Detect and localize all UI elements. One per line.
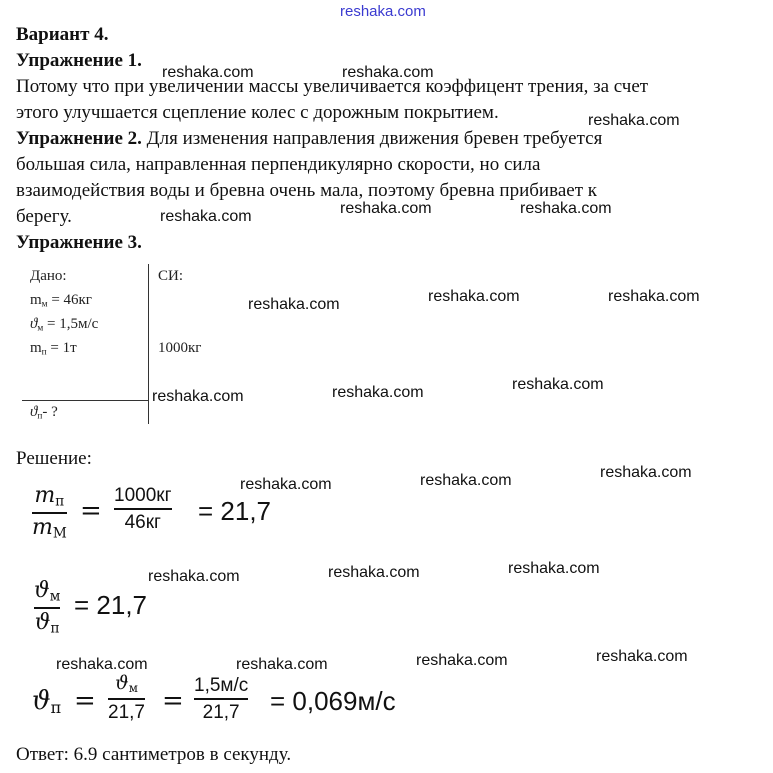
watermark[interactable]: reshaka.com (608, 288, 700, 305)
si-value: 1000кг (158, 340, 202, 356)
watermark[interactable]: reshaka.com (340, 200, 432, 217)
given-mass-m: $m_м = 46кг$ (30, 292, 92, 310)
exercise-1-heading: Упражнение 1. (16, 50, 142, 71)
solution-label: Решение: (16, 448, 92, 469)
given-label: Дано: (30, 268, 67, 284)
watermark[interactable]: reshaka.com (328, 564, 420, 581)
eq3-equals-2: = (162, 686, 184, 716)
watermark[interactable]: reshaka.com (236, 656, 328, 673)
watermark[interactable]: reshaka.com (240, 476, 332, 493)
exercise-2-paragraph (16, 128, 602, 150)
exercise-2-text-line1: Для изменения направления движения бревен требуется (146, 128, 603, 149)
exercise-2-text-line3: взаимодействия воды и бревна очень мала, поэтому бревна прибивает к (16, 180, 597, 201)
watermark[interactable]: reshaka.com (152, 388, 244, 405)
watermark[interactable]: reshaka.com (596, 648, 688, 665)
eq3-fraction-numeric: 1,5м/с 21,7 (194, 675, 249, 723)
eq1-value-fraction: 1000кг 46кг (114, 485, 172, 533)
watermark[interactable]: reshaka.com (332, 384, 424, 401)
eq3-equals-1: = (74, 686, 96, 716)
watermark[interactable]: reshaka.com (248, 296, 340, 313)
si-label: СИ: (158, 268, 184, 284)
watermark[interactable]: reshaka.com (160, 208, 252, 225)
eq1-equals: = (80, 496, 102, 526)
watermark[interactable]: reshaka.com (148, 568, 240, 585)
watermark[interactable]: reshaka.com (416, 652, 508, 669)
given-speed-m: $ϑ_м = 1,5м/с$ (30, 316, 99, 334)
watermark[interactable]: reshaka.com (512, 376, 604, 393)
watermark[interactable]: reshaka.com (508, 560, 600, 577)
eq3-result: = 0,069м/с (270, 686, 396, 716)
watermark[interactable]: reshaka.com (600, 464, 692, 481)
watermark[interactable]: reshaka.com (342, 64, 434, 81)
watermark[interactable]: reshaka.com (428, 288, 520, 305)
watermark[interactable]: reshaka.com (162, 64, 254, 81)
eq1-result: = 21,7 (198, 496, 272, 526)
eq2-result: = 21,7 (74, 590, 148, 620)
watermark[interactable]: reshaka.com (520, 200, 612, 217)
find-speed-p: $ϑ_п-$ ? (30, 404, 58, 422)
exercise-3-heading: Упражнение 3. (16, 232, 142, 253)
eq3-fraction-symbolic: $ϑ_м$ 21,7 (108, 672, 145, 723)
eq3-lhs: $ϑ_п$ (32, 686, 62, 718)
exercise-2-heading: Упражнение 2. (16, 128, 142, 149)
variant-title: Вариант 4. (16, 24, 109, 45)
watermark[interactable]: reshaka.com (588, 112, 680, 129)
eq2-speed-ratio: $ϑ_м$ $ϑ_п$ (34, 578, 61, 637)
given-table-vertical-divider (148, 264, 149, 424)
exercise-2-text-line2: большая сила, направленная перпендикулярно скорости, но сила (16, 154, 541, 175)
given-table-horizontal-divider (22, 400, 148, 401)
answer-text: Ответ: 6.9 сантиметров в секунду. (16, 744, 292, 765)
exercise-2-text-line4: берегу. (16, 206, 72, 227)
eq1-mass-ratio: $m_п$ $m_M$ (32, 483, 67, 542)
exercise-1-text-line2: этого улучшается сцепление колес с дорожным покрытием. (16, 102, 499, 123)
watermark[interactable]: reshaka.com (420, 472, 512, 489)
watermark[interactable]: reshaka.com (56, 656, 148, 673)
exercise-1-text-line1: Потому что при увеличении массы увеличивается коэффицент трения, за счет (16, 76, 649, 97)
watermark-top[interactable]: reshaka.com (340, 3, 426, 20)
given-mass-p: $m_п = 1т$ (30, 340, 77, 358)
